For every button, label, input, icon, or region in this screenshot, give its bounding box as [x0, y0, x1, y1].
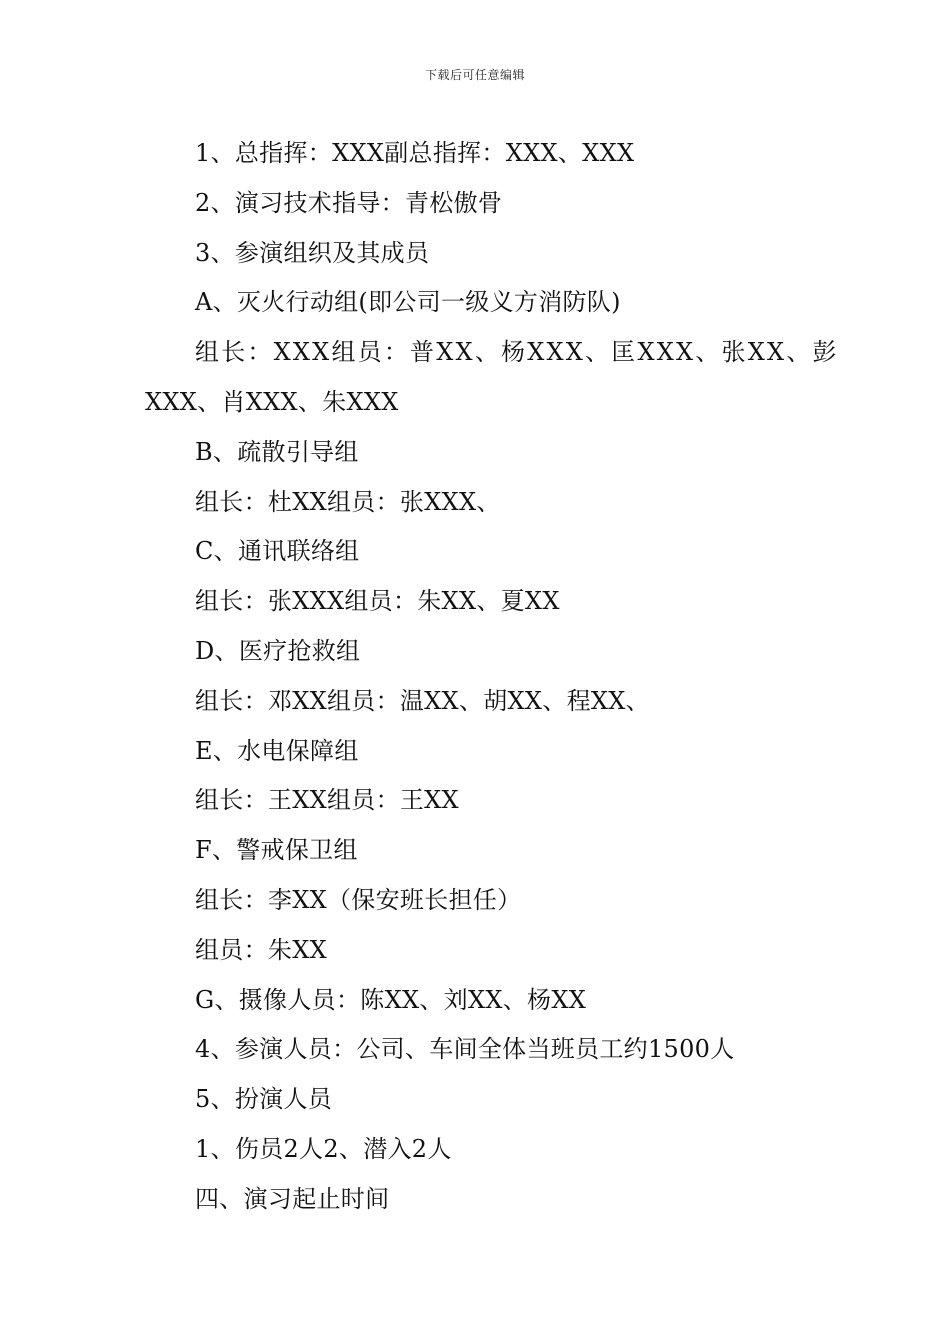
role-players-heading: 5、扮演人员	[195, 1085, 333, 1114]
document-body	[145, 129, 839, 1225]
participating-organizations-heading: 3、参演组织及其成员	[195, 238, 430, 267]
technical-guidance-line: 2、演习技术指导：青松傲骨	[195, 188, 503, 217]
communication-group-members: 组长：张XXX组员：朱XX、夏XX	[195, 587, 560, 616]
security-group-leader: 组长：李XX（保安班长担任）	[195, 885, 522, 914]
page-header-note: 下载后可任意编辑	[424, 68, 525, 82]
medical-group-heading: D、医疗抢救组	[195, 636, 361, 665]
security-group-members: 组员：朱XX	[195, 935, 327, 964]
communication-group-heading: C、通讯联络组	[195, 537, 360, 566]
evacuation-group-heading: B、疏散引导组	[195, 437, 359, 466]
firefighting-group-members: 组长：XXX组员：普XX、杨XXX、匡XXX、张XX、彭	[195, 338, 839, 367]
utilities-group-members: 组长：王XX组员：王XX	[195, 786, 459, 815]
camera-crew-line: G、摄像人员：陈XX、刘XX、杨XX	[195, 985, 587, 1014]
utilities-group-heading: E、水电保障组	[195, 736, 359, 765]
commander-line: 1、总指挥：XXX副总指挥：XXX、XXX	[195, 139, 635, 167]
firefighting-group-members-continued: XXX、肖XXX、朱XXX	[145, 387, 399, 416]
participants-line: 4、参演人员：公司、车间全体当班员工约1500人	[195, 1035, 735, 1064]
evacuation-group-members: 组长：杜XX组员：张XXX、	[195, 487, 501, 516]
section-four-heading: 四、演习起止时间	[195, 1184, 390, 1213]
role-players-line: 1、伤员2人2、潜入2人	[195, 1134, 452, 1163]
medical-group-members: 组长：邓XX组员：温XX、胡XX、程XX、	[195, 686, 650, 715]
security-group-heading: F、警戒保卫组	[195, 836, 358, 865]
firefighting-group-heading: A、灭火行动组(即公司一级义方消防队)	[195, 288, 621, 317]
